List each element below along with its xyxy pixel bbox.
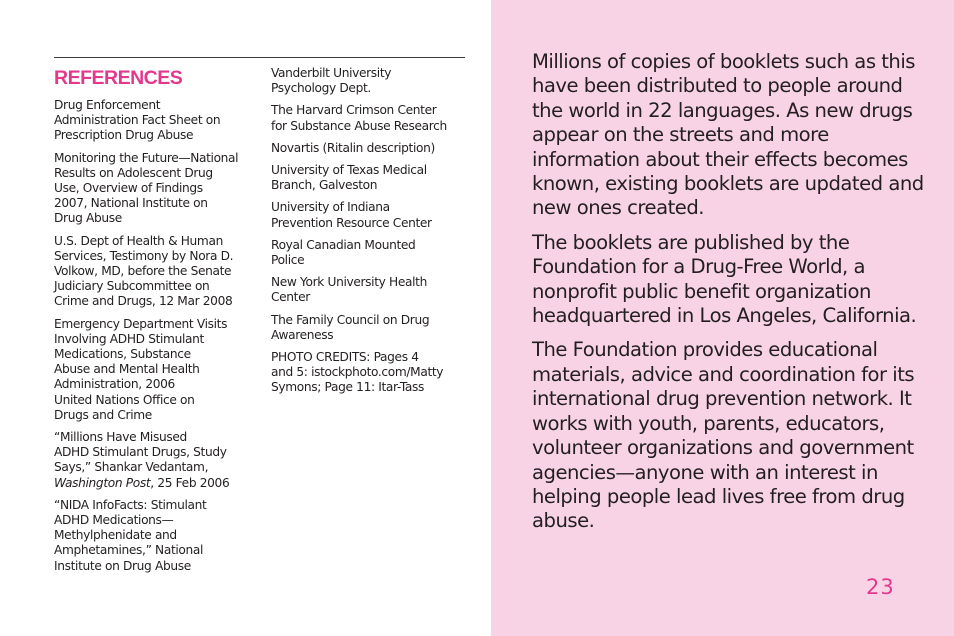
- photo-credits: PHOTO CREDITS: Pages 4 and 5: istockphoto.com/Matty Symons; Page 11: Itar-Tass: [271, 350, 444, 395]
- reference-item: Emergency Department Visits Involving ADHD Stimulant Medications, Substance Abuse and Mental Health Administration, 2006 United Nations Office on Drugs and Crime: [54, 316, 228, 422]
- reference-item: The Harvard Crimson Center for Substance Abuse Research: [271, 103, 447, 133]
- references-right-column: [271, 66, 471, 403]
- reference-text: “Millions Have Misused ADHD Stimulant Drugs, Study Says,” Shankar Vedantam,: [54, 430, 227, 475]
- reference-item: University of Indiana Prevention Resource Center: [271, 200, 432, 230]
- reference-item: U.S. Dept of Health & Human Services, Testimony by Nora D. Volkow, MD, before the Senate Judiciary Subcommittee on Crime and Drugs, 12 Mar 2008: [54, 233, 234, 309]
- foundation-description: [532, 50, 927, 544]
- body-paragraph: The booklets are published by the Foundation for a Drug-Free World, a nonprofit public benefit organization headquartered in Los Angeles, California.: [532, 230, 917, 328]
- reference-item: Drug Enforcement Administration Fact Sheet on Prescription Drug Abuse: [54, 98, 221, 143]
- top-divider-rule: [54, 57, 465, 58]
- references-left-column: [54, 66, 259, 581]
- reference-item: Monitoring the Future—National Results on Adolescent Drug Use, Overview of Findings 2007, National Institute on Drug Abuse: [54, 150, 239, 226]
- reference-item: Vanderbilt University Psychology Dept.: [271, 66, 392, 96]
- reference-item: The Family Council on Drug Awareness: [271, 312, 430, 342]
- reference-item: Royal Canadian Mounted Police: [271, 237, 416, 268]
- reference-item: University of Texas Medical Branch, Galveston: [271, 163, 427, 193]
- publication-name: Washington Post: [54, 475, 151, 490]
- references-heading: REFERENCES: [54, 67, 183, 89]
- reference-item-washington-post: [54, 430, 259, 491]
- body-paragraph: Millions of copies of booklets such as this have been distributed to people around the world in 22 languages. As new drugs appear on the streets and more information about their effects becomes known, existing booklets are updated and new ones created.: [532, 50, 924, 220]
- reference-item: “NIDA InfoFacts: Stimulant ADHD Medications— Methylphenidate and Amphetamines,” National Institute on Drug Abuse: [54, 497, 207, 573]
- page-number: 23: [866, 575, 895, 599]
- reference-date: , 25 Feb 2006: [150, 475, 230, 490]
- reference-item: New York University Health Center: [271, 275, 427, 305]
- body-paragraph: The Foundation provides educational materials, advice and coordination for its international drug prevention network. It works with youth, parents, educators, volunteer organizations and government agencies—anyone with an interest in helping people lead lives free from drug abuse.: [532, 338, 915, 533]
- reference-item: Novartis (Ritalin description): [271, 140, 435, 155]
